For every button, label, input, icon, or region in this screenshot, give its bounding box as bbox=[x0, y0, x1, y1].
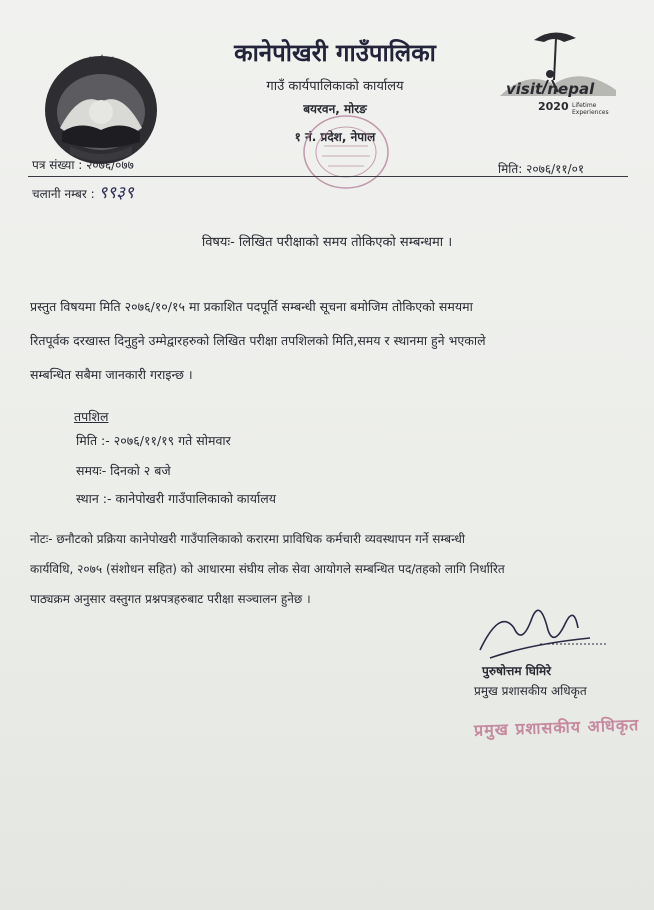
dispatch-number-row bbox=[32, 180, 134, 203]
letter-number-row bbox=[32, 156, 134, 173]
signatory-designation: प्रमुख प्रशासकीय अधिकृत bbox=[474, 684, 587, 698]
letter-number-value: २०७६/०७७ bbox=[86, 158, 134, 172]
body-line-2: रितपूर्वक दरखास्त दिनुहुने उम्मेद्वारहरुको लिखित परीक्षा तपशिलको मिति,समय र स्थानमा हुने भएकाले bbox=[30, 333, 486, 348]
handwritten-signature bbox=[470, 588, 610, 668]
date-row bbox=[498, 160, 584, 177]
visit-nepal-year: 2020 bbox=[538, 100, 569, 113]
note-line-1: नोटः- छनौटको प्रक्रिया कानेपोखरी गाउँपालिकाको करारमा प्राविधिक कर्मचारी व्यवस्थापन गर्ने सम्बन्धी bbox=[30, 532, 465, 546]
signatory-name: पुरुषोत्तम घिमिरे bbox=[482, 664, 552, 678]
designation-stamp: प्रमुख प्रशासकीय अधिकृत bbox=[473, 715, 640, 740]
nepal-emblem-logo bbox=[40, 50, 162, 168]
body-line-3: सम्बन्धित सबैमा जानकारी गराइन्छ । bbox=[30, 367, 193, 382]
note-line-3: पाठ्यक्रम अनुसार वस्तुगत प्रश्नपत्रहरुबाट परीक्षा सञ्चालन हुनेछ । bbox=[30, 592, 311, 606]
office-subtitle: गाउँ कार्यपालिकाको कार्यालय bbox=[266, 79, 404, 94]
exam-date-line: मिति :- २०७६/११/१९ गते सोमवार bbox=[76, 433, 231, 448]
header-divider bbox=[28, 176, 628, 177]
exam-place-line: स्थान :- कानेपोखरी गाउँपालिकाको कार्यालय bbox=[76, 491, 276, 506]
office-round-seal bbox=[300, 112, 392, 192]
body-line-1: प्रस्तुत विषयमा मिति २०७६/१०/१५ मा प्रकाशित पदपूर्ति सम्बन्धी सूचना बमोजिम तोकिएको समयमा bbox=[30, 299, 473, 314]
letter-subject: विषयः- लिखित परीक्षाको समय तोकिएको सम्बन्धमा । bbox=[201, 235, 453, 250]
exam-time-line: समयः- दिनको २ बजे bbox=[76, 463, 171, 478]
date-label: मिति: bbox=[498, 162, 523, 176]
office-address: बयरवन, मोरङ bbox=[303, 102, 367, 116]
body-paragraph bbox=[30, 290, 630, 392]
office-province: १ नं. प्रदेश, नेपाल bbox=[294, 130, 376, 144]
visit-nepal-brand: visit nepal bbox=[506, 80, 595, 98]
note-line-2: कार्यविधि, २०७५ (संशोधन सहित) को आधारमा संघीय लोक सेवा आयोगले सम्बन्धित पद/तहको लागि निर्धारित bbox=[30, 562, 505, 576]
municipality-title: कानेपोखरी गाउँपालिका bbox=[234, 39, 436, 67]
details-heading: तपशिल bbox=[74, 409, 109, 424]
letter-number-label: पत्र संख्या : bbox=[32, 158, 83, 172]
dispatch-number-value: ९९३९ bbox=[98, 183, 134, 203]
visit-nepal-tagline: Lifetime Experiences bbox=[572, 102, 609, 116]
dispatch-number-label: चलानी नम्बर : bbox=[32, 187, 95, 201]
date-value: २०७६/११/०१ bbox=[526, 162, 585, 176]
visit-nepal-logo bbox=[492, 26, 622, 118]
